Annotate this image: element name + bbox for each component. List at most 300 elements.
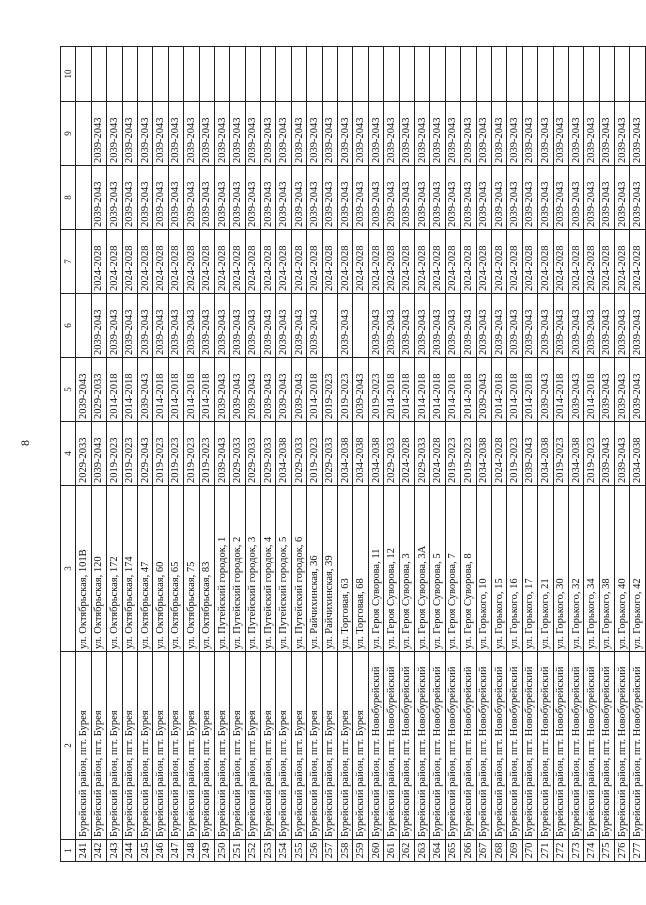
row-number: 250 [214, 840, 229, 862]
period-cell-10 [414, 47, 429, 102]
period-cell-8: 2039-2043 [399, 166, 414, 230]
period-cell-8: 2039-2043 [91, 166, 106, 230]
period-cell-10 [522, 47, 537, 102]
period-cell-7: 2024-2028 [584, 230, 599, 294]
period-cell-8: 2039-2043 [261, 166, 276, 230]
period-cell-5: 2039-2043 [630, 358, 645, 422]
period-cell-9: 2039-2043 [476, 102, 491, 166]
period-cell-5: 2039-2043 [615, 358, 630, 422]
period-cell-9: 2039-2043 [368, 102, 383, 166]
row-number: 252 [245, 840, 260, 862]
address-cell: ул. Октябрьская, 120 [91, 486, 106, 652]
table-row [568, 47, 583, 862]
period-cell-4: 2029-2043 [137, 422, 152, 486]
period-cell-6: 2039-2043 [214, 294, 229, 358]
period-cell-9: 2039-2043 [553, 102, 568, 166]
period-cell-10 [599, 47, 614, 102]
row-number: 259 [353, 840, 368, 862]
period-cell-5: 2019-2023 [322, 358, 337, 422]
table-row [368, 47, 383, 862]
period-cell-4: 2034-2038 [276, 422, 291, 486]
period-cell-8: 2039-2043 [307, 166, 322, 230]
row-number: 243 [107, 840, 122, 862]
period-cell-8: 2039-2043 [568, 166, 583, 230]
column-number: 5 [61, 358, 76, 422]
period-cell-6: 2039-2043 [107, 294, 122, 358]
period-cell-8: 2039-2043 [322, 166, 337, 230]
address-cell: ул. Героя Суворова, 11 [368, 486, 383, 652]
period-cell-9: 2039-2043 [291, 102, 306, 166]
period-cell-5: 2014-2018 [307, 358, 322, 422]
period-cell-7: 2024-2028 [168, 230, 183, 294]
period-cell-9: 2039-2043 [153, 102, 168, 166]
period-cell-6: 2039-2043 [184, 294, 199, 358]
period-cell-6 [353, 294, 368, 358]
address-cell: ул. Райчихинская, 39 [322, 486, 337, 652]
table-row [445, 47, 460, 862]
address-cell: ул. Октябрьская, 172 [107, 486, 122, 652]
area-cell: Бурейский район, пгт. Новобурейский [507, 652, 522, 840]
period-cell-5: 2014-2018 [199, 358, 214, 422]
address-cell: ул. Горького, 40 [615, 486, 630, 652]
address-cell: ул. Горького, 21 [538, 486, 553, 652]
period-cell-4: 2039-2043 [522, 422, 537, 486]
period-cell-8: 2039-2043 [630, 166, 645, 230]
address-cell: ул. Горького, 34 [584, 486, 599, 652]
period-cell-6: 2039-2043 [507, 294, 522, 358]
address-cell: ул. Горького, 16 [507, 486, 522, 652]
period-cell-7: 2024-2028 [199, 230, 214, 294]
row-number: 246 [153, 840, 168, 862]
period-cell-7: 2024-2028 [368, 230, 383, 294]
period-cell-10 [107, 47, 122, 102]
table-row [430, 47, 445, 862]
area-cell: Бурейский район, пгт. Бурея [276, 652, 291, 840]
row-number: 247 [168, 840, 183, 862]
period-cell-8: 2039-2043 [153, 166, 168, 230]
period-cell-7: 2024-2028 [291, 230, 306, 294]
period-cell-5: 2014-2018 [414, 358, 429, 422]
row-number: 260 [368, 840, 383, 862]
period-cell-6: 2039-2043 [91, 294, 106, 358]
period-cell-8: 2039-2043 [199, 166, 214, 230]
table-row [476, 47, 491, 862]
period-cell-10 [76, 47, 91, 102]
area-cell: Бурейский район, пгт. Новобурейский [491, 652, 506, 840]
period-cell-8 [76, 166, 91, 230]
period-cell-7: 2024-2028 [507, 230, 522, 294]
period-cell-4: 2019-2023 [153, 422, 168, 486]
period-cell-7: 2024-2028 [522, 230, 537, 294]
column-number: 9 [61, 102, 76, 166]
period-cell-4: 2029-2033 [230, 422, 245, 486]
table-row [491, 47, 506, 862]
period-cell-8: 2039-2043 [137, 166, 152, 230]
period-cell-6: 2039-2043 [461, 294, 476, 358]
capital-repair-schedule-table [60, 46, 646, 862]
period-cell-5: 2039-2043 [568, 358, 583, 422]
period-cell-10 [461, 47, 476, 102]
address-cell: ул. Торговая, 63 [338, 486, 353, 652]
row-number: 242 [91, 840, 106, 862]
period-cell-5: 2014-2018 [507, 358, 522, 422]
table-row [338, 47, 353, 862]
period-cell-5: 2014-2018 [399, 358, 414, 422]
area-cell: Бурейский район, пгт. Новобурейский [399, 652, 414, 840]
period-cell-9: 2039-2043 [91, 102, 106, 166]
table-row [184, 47, 199, 862]
period-cell-4: 2024-2028 [491, 422, 506, 486]
period-cell-10 [214, 47, 229, 102]
period-cell-6: 2039-2043 [168, 294, 183, 358]
period-cell-5: 2019-2023 [368, 358, 383, 422]
period-cell-8: 2039-2043 [368, 166, 383, 230]
period-cell-4: 2029-2033 [414, 422, 429, 486]
table-row [615, 47, 630, 862]
period-cell-4: 2029-2033 [384, 422, 399, 486]
address-cell: ул. Путейский городок, 6 [291, 486, 306, 652]
period-cell-10 [384, 47, 399, 102]
area-cell: Бурейский район, пгт. Новобурейский [522, 652, 537, 840]
period-cell-9: 2039-2043 [184, 102, 199, 166]
row-number: 254 [276, 840, 291, 862]
area-cell: Бурейский район, пгт. Бурея [137, 652, 152, 840]
period-cell-8: 2039-2043 [122, 166, 137, 230]
address-cell: ул. Октябрьская, 47 [137, 486, 152, 652]
table-row [276, 47, 291, 862]
table-row [261, 47, 276, 862]
period-cell-4: 2029-2033 [261, 422, 276, 486]
address-cell: ул. Путейский городок, 3 [245, 486, 260, 652]
period-cell-5: 2014-2018 [584, 358, 599, 422]
area-cell: Бурейский район, пгт. Бурея [322, 652, 337, 840]
area-cell: Бурейский район, пгт. Новобурейский [445, 652, 460, 840]
address-cell: ул. Путейский городок, 4 [261, 486, 276, 652]
period-cell-9: 2039-2043 [122, 102, 137, 166]
period-cell-6: 2039-2043 [445, 294, 460, 358]
period-cell-7: 2024-2028 [261, 230, 276, 294]
period-cell-6: 2039-2043 [122, 294, 137, 358]
table-row [291, 47, 306, 862]
table-row [76, 47, 91, 862]
period-cell-9: 2039-2043 [461, 102, 476, 166]
period-cell-5: 2029-2033 [91, 358, 106, 422]
period-cell-7: 2024-2028 [91, 230, 106, 294]
address-cell: ул. Героя Суворова, 3А [414, 486, 429, 652]
period-cell-6: 2039-2043 [399, 294, 414, 358]
period-cell-6: 2039-2043 [291, 294, 306, 358]
period-cell-6: 2039-2043 [522, 294, 537, 358]
period-cell-4: 2019-2023 [307, 422, 322, 486]
row-number: 275 [599, 840, 614, 862]
period-cell-5: 2039-2043 [230, 358, 245, 422]
table-row [214, 47, 229, 862]
period-cell-7: 2024-2028 [384, 230, 399, 294]
period-cell-4: 2019-2023 [445, 422, 460, 486]
period-cell-10 [153, 47, 168, 102]
row-number: 248 [184, 840, 199, 862]
period-cell-7: 2024-2028 [322, 230, 337, 294]
period-cell-4: 2024-2028 [430, 422, 445, 486]
period-cell-8: 2039-2043 [353, 166, 368, 230]
area-cell: Бурейский район, пгт. Новобурейский [368, 652, 383, 840]
period-cell-9: 2039-2043 [322, 102, 337, 166]
address-cell: ул. Горького, 17 [522, 486, 537, 652]
period-cell-5: 2014-2018 [553, 358, 568, 422]
row-number: 269 [507, 840, 522, 862]
table-row [245, 47, 260, 862]
period-cell-9: 2039-2043 [630, 102, 645, 166]
period-cell-7: 2024-2028 [615, 230, 630, 294]
period-cell-10 [137, 47, 152, 102]
table-row [199, 47, 214, 862]
period-cell-9: 2039-2043 [399, 102, 414, 166]
area-cell: Бурейский район, пгт. Новобурейский [584, 652, 599, 840]
period-cell-9: 2039-2043 [353, 102, 368, 166]
period-cell-10 [322, 47, 337, 102]
period-cell-10 [230, 47, 245, 102]
row-number: 265 [445, 840, 460, 862]
period-cell-6 [76, 294, 91, 358]
table-row [461, 47, 476, 862]
period-cell-5: 2014-2018 [122, 358, 137, 422]
period-cell-10 [507, 47, 522, 102]
table-row [584, 47, 599, 862]
address-cell: ул. Октябрьская, 60 [153, 486, 168, 652]
period-cell-10 [291, 47, 306, 102]
address-cell: ул. Героя Суворова, 8 [461, 486, 476, 652]
period-cell-4: 2034-2038 [353, 422, 368, 486]
area-cell: Бурейский район, пгт. Бурея [184, 652, 199, 840]
period-cell-8: 2039-2043 [599, 166, 614, 230]
period-cell-8: 2039-2043 [430, 166, 445, 230]
row-number: 251 [230, 840, 245, 862]
area-cell: Бурейский район, пгт. Бурея [168, 652, 183, 840]
area-cell: Бурейский район, пгт. Бурея [307, 652, 322, 840]
row-number: 263 [414, 840, 429, 862]
period-cell-10 [91, 47, 106, 102]
table-row [553, 47, 568, 862]
period-cell-10 [568, 47, 583, 102]
period-cell-6: 2039-2043 [476, 294, 491, 358]
period-cell-9: 2039-2043 [445, 102, 460, 166]
period-cell-10 [538, 47, 553, 102]
period-cell-4: 2034-2038 [630, 422, 645, 486]
period-cell-6: 2039-2043 [137, 294, 152, 358]
period-cell-5: 2014-2018 [168, 358, 183, 422]
row-number: 277 [630, 840, 645, 862]
address-cell: ул. Октябрьская, 65 [168, 486, 183, 652]
period-cell-10 [368, 47, 383, 102]
area-cell: Бурейский район, пгт. Новобурейский [553, 652, 568, 840]
period-cell-8: 2039-2043 [461, 166, 476, 230]
period-cell-10 [399, 47, 414, 102]
row-number: 267 [476, 840, 491, 862]
area-cell: Бурейский район, пгт. Бурея [291, 652, 306, 840]
period-cell-8: 2039-2043 [184, 166, 199, 230]
period-cell-4: 2019-2023 [122, 422, 137, 486]
period-cell-5: 2014-2018 [184, 358, 199, 422]
period-cell-9: 2039-2043 [338, 102, 353, 166]
period-cell-10 [553, 47, 568, 102]
period-cell-6: 2039-2043 [368, 294, 383, 358]
table-row [384, 47, 399, 862]
period-cell-9: 2039-2043 [491, 102, 506, 166]
period-cell-5: 2039-2043 [599, 358, 614, 422]
area-cell: Бурейский район, пгт. Бурея [214, 652, 229, 840]
period-cell-4: 2019-2023 [584, 422, 599, 486]
period-cell-9: 2039-2043 [538, 102, 553, 166]
period-cell-6: 2039-2043 [199, 294, 214, 358]
address-cell: ул. Героя Суворова, 7 [445, 486, 460, 652]
period-cell-4: 2039-2043 [599, 422, 614, 486]
period-cell-6: 2039-2043 [153, 294, 168, 358]
rotated-page [60, 47, 645, 862]
period-cell-10 [168, 47, 183, 102]
row-number: 258 [338, 840, 353, 862]
period-cell-8: 2039-2043 [615, 166, 630, 230]
period-cell-7: 2024-2028 [538, 230, 553, 294]
period-cell-9: 2039-2043 [214, 102, 229, 166]
column-number-header-row [61, 47, 76, 862]
area-cell: Бурейский район, пгт. Новобурейский [430, 652, 445, 840]
period-cell-10 [338, 47, 353, 102]
period-cell-5: 2039-2043 [276, 358, 291, 422]
period-cell-5: 2014-2018 [430, 358, 445, 422]
period-cell-6: 2039-2043 [230, 294, 245, 358]
area-cell: Бурейский район, пгт. Новобурейский [384, 652, 399, 840]
period-cell-4: 2029-2033 [322, 422, 337, 486]
area-cell: Бурейский район, пгт. Новобурейский [599, 652, 614, 840]
period-cell-5: 2019-2023 [338, 358, 353, 422]
table-row [399, 47, 414, 862]
table-row [107, 47, 122, 862]
table-body [61, 47, 646, 862]
period-cell-4: 2024-2028 [399, 422, 414, 486]
period-cell-8: 2039-2043 [522, 166, 537, 230]
period-cell-10 [476, 47, 491, 102]
column-number: 1 [61, 840, 76, 862]
period-cell-8: 2039-2043 [491, 166, 506, 230]
period-cell-5: 2014-2018 [107, 358, 122, 422]
period-cell-4: 2039-2043 [91, 422, 106, 486]
period-cell-9: 2039-2043 [584, 102, 599, 166]
column-number: 10 [61, 47, 76, 102]
period-cell-6: 2039-2043 [491, 294, 506, 358]
row-number: 253 [261, 840, 276, 862]
address-cell: ул. Октябрьская, 174 [122, 486, 137, 652]
period-cell-7: 2024-2028 [338, 230, 353, 294]
period-cell-10 [630, 47, 645, 102]
period-cell-6: 2039-2043 [384, 294, 399, 358]
period-cell-9: 2039-2043 [261, 102, 276, 166]
row-number: 255 [291, 840, 306, 862]
row-number: 270 [522, 840, 537, 862]
area-cell: Бурейский район, пгт. Бурея [91, 652, 106, 840]
period-cell-5: 2039-2043 [538, 358, 553, 422]
period-cell-7: 2024-2028 [568, 230, 583, 294]
period-cell-6: 2039-2043 [307, 294, 322, 358]
period-cell-9: 2039-2043 [522, 102, 537, 166]
period-cell-7: 2024-2028 [153, 230, 168, 294]
address-cell: ул. Героя Суворова, 3 [399, 486, 414, 652]
period-cell-6: 2039-2043 [276, 294, 291, 358]
period-cell-9: 2039-2043 [245, 102, 260, 166]
period-cell-7 [76, 230, 91, 294]
period-cell-10 [353, 47, 368, 102]
area-cell: Бурейский район, пгт. Новобурейский [461, 652, 476, 840]
period-cell-10 [307, 47, 322, 102]
period-cell-9: 2039-2043 [599, 102, 614, 166]
period-cell-5: 2014-2018 [384, 358, 399, 422]
period-cell-8: 2039-2043 [276, 166, 291, 230]
address-cell: ул. Октябрьская, 75 [184, 486, 199, 652]
area-cell: Бурейский район, пгт. Новобурейский [615, 652, 630, 840]
address-cell: ул. Горького, 30 [553, 486, 568, 652]
period-cell-6: 2039-2043 [430, 294, 445, 358]
column-number: 8 [61, 166, 76, 230]
period-cell-5: 2039-2043 [76, 358, 91, 422]
period-cell-8: 2039-2043 [507, 166, 522, 230]
column-number: 7 [61, 230, 76, 294]
table-row [137, 47, 152, 862]
row-number: 261 [384, 840, 399, 862]
period-cell-9: 2039-2043 [615, 102, 630, 166]
row-number: 262 [399, 840, 414, 862]
period-cell-10 [261, 47, 276, 102]
address-cell: ул. Октябрьская, 83 [199, 486, 214, 652]
table-row [322, 47, 337, 862]
address-cell: ул. Горького, 42 [630, 486, 645, 652]
address-cell: ул. Октябрьская, 101В [76, 486, 91, 652]
period-cell-6: 2039-2043 [414, 294, 429, 358]
address-cell: ул. Героя Суворова, 12 [384, 486, 399, 652]
period-cell-7: 2024-2028 [476, 230, 491, 294]
period-cell-8: 2039-2043 [168, 166, 183, 230]
period-cell-4: 2034-2038 [338, 422, 353, 486]
area-cell: Бурейский район, пгт. Бурея [199, 652, 214, 840]
period-cell-4: 2019-2023 [168, 422, 183, 486]
period-cell-7: 2024-2028 [399, 230, 414, 294]
period-cell-8: 2039-2043 [384, 166, 399, 230]
row-number: 256 [307, 840, 322, 862]
period-cell-4: 2019-2023 [107, 422, 122, 486]
period-cell-6: 2039-2043 [553, 294, 568, 358]
table-row [168, 47, 183, 862]
period-cell-5: 2014-2018 [153, 358, 168, 422]
period-cell-7: 2024-2028 [491, 230, 506, 294]
table-row [153, 47, 168, 862]
period-cell-8: 2039-2043 [214, 166, 229, 230]
period-cell-7: 2024-2028 [137, 230, 152, 294]
period-cell-6: 2039-2043 [630, 294, 645, 358]
period-cell-8: 2039-2043 [445, 166, 460, 230]
row-number: 273 [568, 840, 583, 862]
period-cell-4: 2034-2038 [568, 422, 583, 486]
area-cell: Бурейский район, пгт. Бурея [338, 652, 353, 840]
column-number: 2 [61, 652, 76, 840]
period-cell-9: 2039-2043 [384, 102, 399, 166]
period-cell-10 [584, 47, 599, 102]
period-cell-10 [122, 47, 137, 102]
address-cell: ул. Горького, 32 [568, 486, 583, 652]
period-cell-5: 2039-2043 [291, 358, 306, 422]
period-cell-9: 2039-2043 [137, 102, 152, 166]
period-cell-9: 2039-2043 [568, 102, 583, 166]
row-number: 241 [76, 840, 91, 862]
period-cell-7: 2024-2028 [414, 230, 429, 294]
row-number: 271 [538, 840, 553, 862]
